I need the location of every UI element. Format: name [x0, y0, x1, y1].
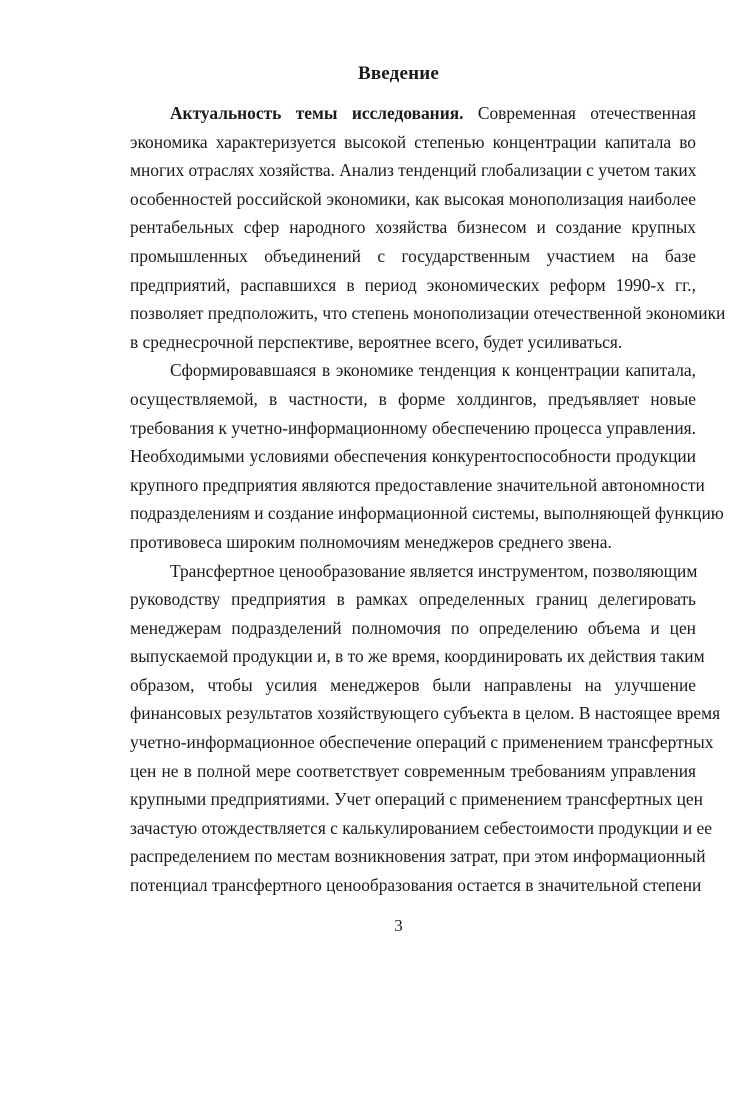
text-line: требования к учетно-информационному обеспечению процесса управления.: [130, 417, 696, 438]
text-line: зачастую отождествляется с калькулированием себестоимости продукции и ее: [130, 817, 712, 838]
paragraph-relevance: [130, 99, 726, 356]
text-line: финансовых результатов хозяйствующего субъекта в целом. В настоящее время: [130, 703, 721, 724]
text-line: менеджерам подразделений полномочия по определению объема и цен: [130, 617, 696, 638]
text-line: рентабельных сфер народного хозяйства бизнесом и создание крупных: [130, 217, 696, 238]
text-line: особенностей российской экономики, как высокая монополизация наиболее: [130, 188, 696, 209]
text-line: крупного предприятия являются предоставление значительной автономности: [130, 474, 705, 495]
paragraph-transfer-pricing: [130, 557, 721, 900]
text-line: экономика характеризуется высокой степенью концентрации капитала во: [130, 131, 696, 152]
bold-lead-phrase: Актуальность темы исследования.: [170, 103, 464, 123]
text-line: цен не в полной мере соответствует современным требованиям управления: [130, 760, 696, 781]
text-line: выпускаемой продукции и, в то же время, координировать их действия таким: [130, 646, 705, 667]
text-line: осуществляемой, в частности, в форме холдингов, предъявляет новые: [130, 388, 696, 409]
section-title: Введение: [357, 63, 440, 84]
text-line: Трансфертное ценообразование является инструментом, позволяющим: [170, 560, 698, 581]
text-line: многих отраслях хозяйства. Анализ тенденций глобализации с учетом таких: [130, 160, 697, 181]
body-text: [130, 99, 726, 900]
text-line: потенциал трансфертного ценообразования остается в значительной степени: [130, 875, 702, 896]
text-line: в среднесрочной перспективе, вероятнее всего, будет усиливаться.: [130, 331, 623, 352]
paragraph-capital-concentration: [130, 356, 724, 556]
text-line: образом, чтобы усилия менеджеров были направлены на улучшение: [130, 674, 696, 695]
text-line: предприятий, распавшихся в период экономических реформ 1990-х гг.,: [130, 274, 696, 295]
text-line: подразделениям и создание информационной системы, выполняющей функцию: [130, 503, 724, 524]
text-line: Необходимыми условиями обеспечения конкурентоспособности продукции: [130, 446, 696, 467]
text-line: распределением по местам возникновения затрат, при этом информационный: [130, 846, 706, 867]
text-line: промышленных объединений с государственным участием на базе: [130, 245, 696, 266]
text-line: позволяет предположить, что степень монополизации отечественной экономики: [130, 303, 726, 324]
text-line: учетно-информационное обеспечение операций с применением трансфертных: [130, 732, 714, 753]
page-number: 3: [394, 916, 403, 935]
text-line: противовеса широким полномочиям менеджеров среднего звена.: [130, 531, 612, 552]
text-fragment: Современная отечественная: [463, 103, 696, 123]
text-line: Сформировавшаяся в экономике тенденция к концентрации капитала,: [170, 360, 696, 381]
text-line: руководству предприятия в рамках определенных границ делегировать: [130, 589, 696, 610]
text-line: [130, 99, 696, 128]
text-line: крупными предприятиями. Учет операций с применением трансфертных цен: [130, 789, 703, 810]
